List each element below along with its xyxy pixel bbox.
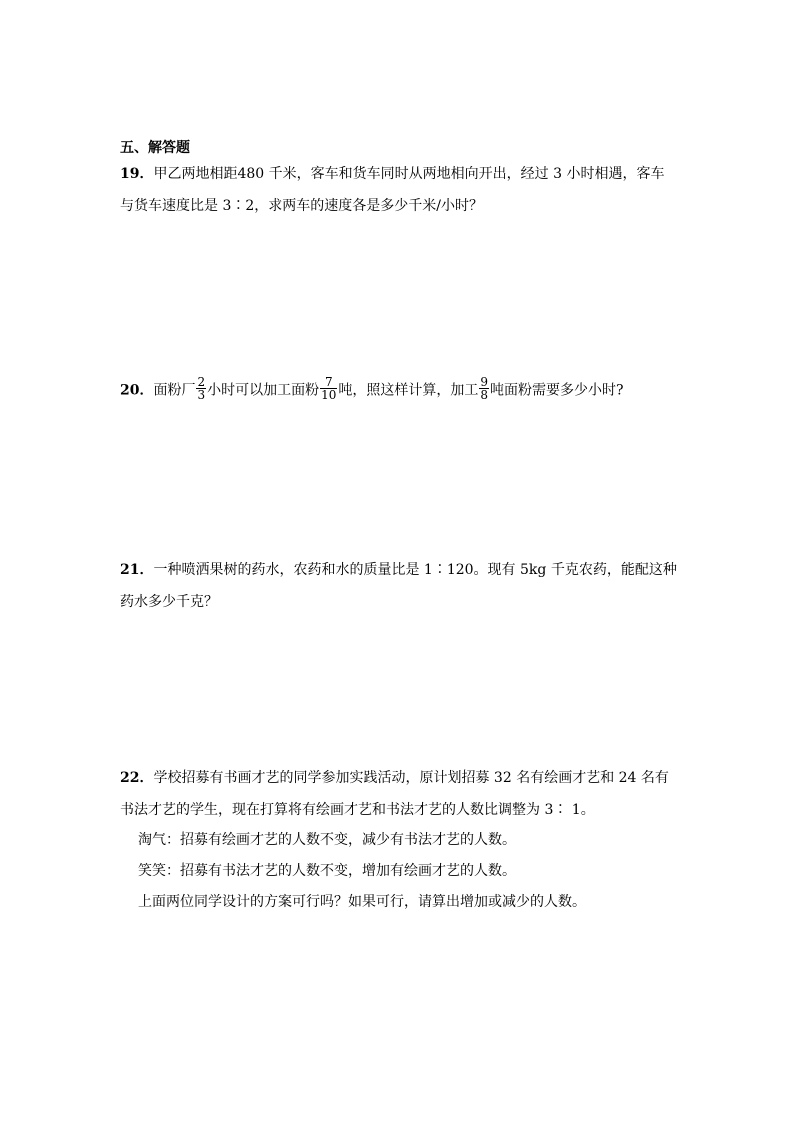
question-20-text-1: 面粉厂 <box>153 382 196 399</box>
question-22-number: 22． <box>120 770 154 786</box>
fraction-numerator: 2 <box>197 375 206 389</box>
question-22-text-3: 淘气：招募有绘画才艺的人数不变，减少有书法才艺的人数。 <box>138 832 516 848</box>
question-22-line-2 <box>120 800 595 820</box>
question-21-number: 21． <box>120 562 154 578</box>
fraction-denominator: 3 <box>197 388 206 402</box>
question-19-line-2 <box>120 196 483 216</box>
fraction-7-10 <box>320 376 337 401</box>
question-20-line <box>120 375 624 403</box>
fraction-2-3 <box>196 376 206 401</box>
question-19-text-2: 与货车速度比是 3∶2，求两车的速度各是多少千米/小时？ <box>120 198 483 214</box>
question-20-number: 20． <box>120 382 154 399</box>
question-19-text-1: 甲乙两地相距480 千米，客车和货车同时从两地相向开出，经过 3 小时相遇，客车 <box>153 166 665 182</box>
fraction-denominator: 8 <box>480 388 489 402</box>
question-22-text-2: 书法才艺的学生，现在打算将有绘画才艺和书法才艺的人数比调整为 3∶ 1。 <box>120 802 595 818</box>
question-21-line-1 <box>120 560 677 580</box>
section-title: 五、解答题 <box>120 140 190 156</box>
fraction-numerator: 9 <box>480 375 489 389</box>
question-21-text-1: 一种喷洒果树的药水，农药和水的质量比是 1∶120。现有 5kg 千克农药，能配这种 <box>153 562 677 578</box>
question-20-text-3: 吨，照这样计算，加工 <box>338 382 479 399</box>
question-21-line-2 <box>120 592 218 612</box>
question-22-text-4: 笑笑：招募有书法才艺的人数不变，增加有绘画才艺的人数。 <box>138 863 516 879</box>
fraction-numerator: 7 <box>320 376 337 389</box>
question-20-text-2: 小时可以加工面粉 <box>207 382 320 399</box>
fraction-9-8 <box>479 376 489 401</box>
question-22-line-1 <box>120 768 669 788</box>
question-20-text-4: 吨面粉需要多少小时? <box>490 382 624 399</box>
question-22-line-4 <box>138 861 516 881</box>
question-21-text-2: 药水多少千克？ <box>120 594 218 610</box>
question-19-number: 19． <box>120 166 154 182</box>
question-22-line-5 <box>138 892 586 912</box>
question-22-line-3 <box>138 830 516 850</box>
question-22-text-1: 学校招募有书画才艺的同学参加实践活动，原计划招募 32 名有绘画才艺和 24 名有 <box>153 770 669 786</box>
question-19-line-1 <box>120 164 664 184</box>
question-22-text-5: 上面两位同学设计的方案可行吗？如果可行，请算出增加或减少的人数。 <box>138 894 586 910</box>
fraction-denominator: 10 <box>321 388 337 402</box>
